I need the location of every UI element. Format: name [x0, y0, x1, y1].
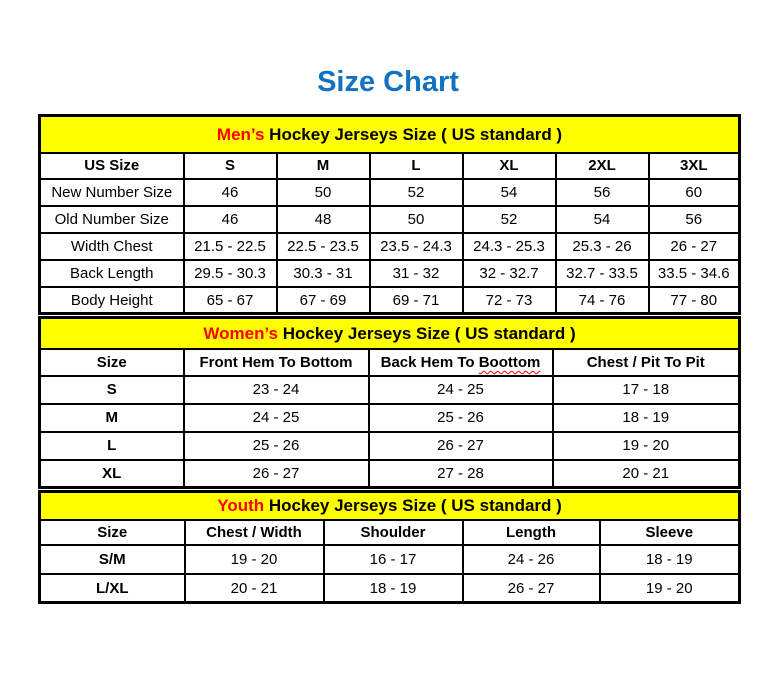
- column-header-cell: Back Hem To Boottom: [369, 349, 553, 376]
- womens-heading-row: [40, 318, 740, 349]
- value-cell: 25 - 26: [184, 432, 369, 460]
- row-label-cell: S/M: [40, 545, 185, 574]
- value-cell: 32.7 - 33.5: [556, 260, 649, 287]
- value-cell: 54: [556, 206, 649, 233]
- value-cell: 18 - 19: [324, 574, 463, 603]
- value-cell: 24 - 26: [463, 545, 600, 574]
- table-row: [40, 545, 740, 574]
- value-cell: 25.3 - 26: [556, 233, 649, 260]
- row-label-cell: S: [40, 376, 184, 404]
- row-label-cell: L: [40, 432, 184, 460]
- value-cell: 46: [184, 206, 277, 233]
- mens-section-heading: [40, 116, 740, 153]
- mens-heading-row: [40, 116, 740, 153]
- youth-size-table: [38, 490, 741, 604]
- value-cell: 21.5 - 22.5: [184, 233, 277, 260]
- table-row: [40, 404, 740, 432]
- value-cell: 19 - 20: [600, 574, 740, 603]
- value-cell: 29.5 - 30.3: [184, 260, 277, 287]
- column-header-cell: 3XL: [649, 153, 740, 179]
- column-header-cell: Front Hem To Bottom: [184, 349, 369, 376]
- value-cell: 26 - 27: [649, 233, 740, 260]
- value-cell: 69 - 71: [370, 287, 463, 314]
- womens-size-table: [38, 316, 741, 489]
- value-cell: 16 - 17: [324, 545, 463, 574]
- value-cell: 32 - 32.7: [463, 260, 556, 287]
- row-label-cell: Body Height: [40, 287, 184, 314]
- table-row: [40, 574, 740, 603]
- table-row: [40, 260, 740, 287]
- value-cell: 67 - 69: [277, 287, 370, 314]
- heading-rest: Hockey Jerseys Size ( US standard ): [264, 496, 562, 516]
- womens-section-heading: [40, 318, 740, 349]
- value-cell: 23.5 - 24.3: [370, 233, 463, 260]
- column-header-cell: Chest / Width: [185, 520, 324, 545]
- heading-highlight: Youth: [217, 496, 265, 516]
- value-cell: 26 - 27: [463, 574, 600, 603]
- youth-heading-row: [40, 492, 740, 520]
- value-cell: 50: [277, 179, 370, 206]
- value-cell: 18 - 19: [553, 404, 740, 432]
- value-cell: 56: [556, 179, 649, 206]
- column-header-cell: US Size: [40, 153, 184, 179]
- column-header-cell: Size: [40, 349, 184, 376]
- value-cell: 18 - 19: [600, 545, 740, 574]
- page-title: Size Chart: [317, 66, 459, 98]
- column-header-row: [40, 349, 740, 376]
- value-cell: 56: [649, 206, 740, 233]
- value-cell: 24 - 25: [369, 376, 553, 404]
- value-cell: 19 - 20: [185, 545, 324, 574]
- table-row: [40, 233, 740, 260]
- table-row: [40, 287, 740, 314]
- value-cell: 19 - 20: [553, 432, 740, 460]
- value-cell: 33.5 - 34.6: [649, 260, 740, 287]
- row-label-cell: Old Number Size: [40, 206, 184, 233]
- row-label-cell: New Number Size: [40, 179, 184, 206]
- value-cell: 24.3 - 25.3: [463, 233, 556, 260]
- value-cell: 25 - 26: [369, 404, 553, 432]
- value-cell: 46: [184, 179, 277, 206]
- column-header-cell: Size: [40, 520, 185, 545]
- value-cell: 74 - 76: [556, 287, 649, 314]
- column-header-row: [40, 520, 740, 545]
- table-row: [40, 432, 740, 460]
- heading-highlight: Men’s: [216, 124, 265, 144]
- value-cell: 50: [370, 206, 463, 233]
- column-header-cell: Chest / Pit To Pit: [553, 349, 740, 376]
- table-row: [40, 206, 740, 233]
- value-cell: 31 - 32: [370, 260, 463, 287]
- youth-size-table-container: [0, 490, 776, 604]
- misspelled-word: Boottom: [478, 353, 541, 371]
- value-cell: 52: [370, 179, 463, 206]
- value-cell: 17 - 18: [553, 376, 740, 404]
- value-cell: 65 - 67: [184, 287, 277, 314]
- column-header-cell: M: [277, 153, 370, 179]
- size-tables: [0, 114, 776, 604]
- heading-highlight: Women’s: [203, 323, 278, 343]
- column-header-cell: 2XL: [556, 153, 649, 179]
- value-cell: 48: [277, 206, 370, 233]
- row-label-cell: Back Length: [40, 260, 184, 287]
- value-cell: 20 - 21: [553, 460, 740, 488]
- column-header-row: [40, 153, 740, 179]
- value-cell: 72 - 73: [463, 287, 556, 314]
- heading-rest: Hockey Jerseys Size ( US standard ): [264, 124, 563, 144]
- column-header-cell: Shoulder: [324, 520, 463, 545]
- column-header-cell: L: [370, 153, 463, 179]
- table-row: [40, 179, 740, 206]
- youth-section-heading: [40, 492, 740, 520]
- value-cell: 22.5 - 23.5: [277, 233, 370, 260]
- row-label-cell: Width Chest: [40, 233, 184, 260]
- column-header-cell: Length: [463, 520, 600, 545]
- row-label-cell: M: [40, 404, 184, 432]
- row-label-cell: L/XL: [40, 574, 185, 603]
- womens-size-table-container: [0, 316, 776, 489]
- value-cell: 20 - 21: [185, 574, 324, 603]
- value-cell: 26 - 27: [184, 460, 369, 488]
- column-header-cell: XL: [463, 153, 556, 179]
- table-row: [40, 376, 740, 404]
- table-row: [40, 460, 740, 488]
- value-cell: 24 - 25: [184, 404, 369, 432]
- value-cell: 52: [463, 206, 556, 233]
- mens-size-table: [38, 114, 741, 315]
- heading-rest: Hockey Jerseys Size ( US standard ): [278, 323, 576, 343]
- column-header-cell: S: [184, 153, 277, 179]
- value-cell: 23 - 24: [184, 376, 369, 404]
- column-header-cell: Sleeve: [600, 520, 740, 545]
- value-cell: 30.3 - 31: [277, 260, 370, 287]
- value-cell: 26 - 27: [369, 432, 553, 460]
- value-cell: 27 - 28: [369, 460, 553, 488]
- value-cell: 54: [463, 179, 556, 206]
- mens-size-table-container: [0, 114, 776, 315]
- row-label-cell: XL: [40, 460, 184, 488]
- value-cell: 77 - 80: [649, 287, 740, 314]
- value-cell: 60: [649, 179, 740, 206]
